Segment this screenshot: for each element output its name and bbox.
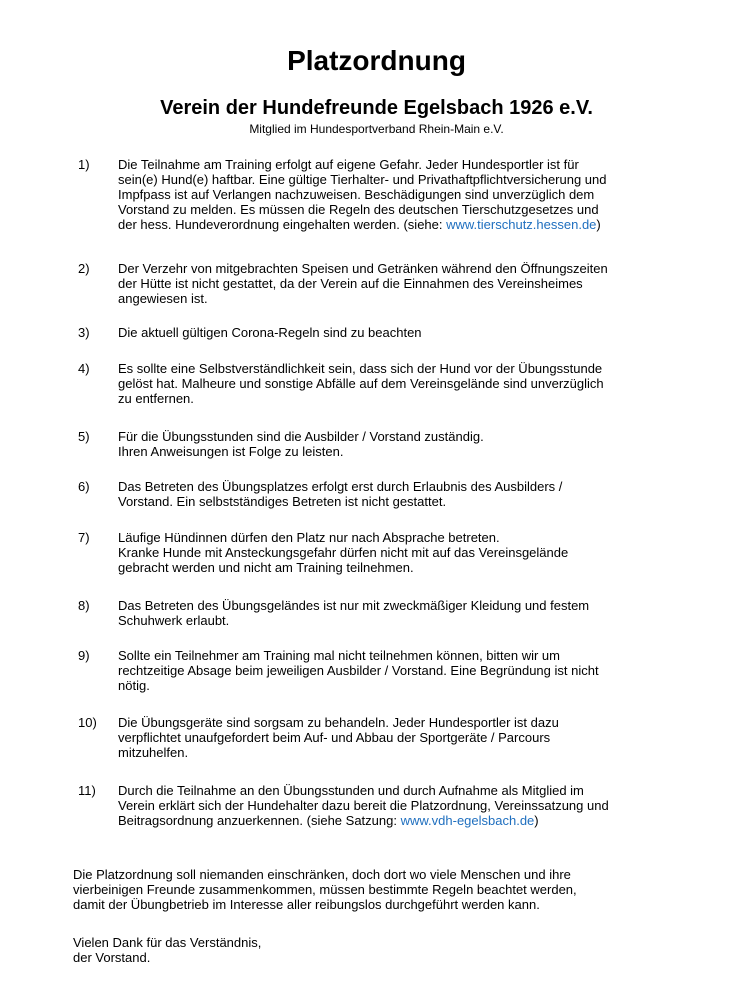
rule-text [118, 783, 684, 828]
rule-text [118, 157, 684, 232]
rule-number: 10) [78, 715, 97, 730]
rule-number: 2) [78, 261, 90, 276]
rule-text-body: Die Teilnahme am Training erfolgt auf eigene Gefahr. Jeder Hundesportler ist für sein(e) Hund(e) haftbar. Eine gültige Tierhalter- und Privathaftpflichtversicherung und Impfpass ist auf Verlangen nachzuweisen. Beschädigungen sind unverzüglich dem Vorstand zu melden. Es müssen die Regeln des deutschen Tierschutzgesetzes und der hess. Hundeverordnung eingehalten werden. (siehe: [118, 157, 607, 232]
rule-text-suffix: ) [596, 217, 601, 232]
membership-line: Mitglied im Hundesportverband Rhein-Main e.V. [249, 122, 504, 136]
rule-text: Das Betreten des Übungsgeländes ist nur mit zweckmäßiger Kleidung und festem Schuhwerk erlaubt. [118, 598, 590, 628]
rule-text: Es sollte eine Selbstverständlichkeit sein, dass sich der Hund vor der Übungsstunde gelöst hat. Malheure und sonstige Abfälle auf dem Vereinsgelände sind unverzüglich zu entfernen. [118, 361, 604, 406]
club-name: Verein der Hundefreunde Egelsbach 1926 e.V. [160, 97, 593, 119]
tierschutz-link[interactable]: www.tierschutz.hessen.de [446, 217, 597, 232]
rule-text: Die aktuell gültigen Corona-Regeln sind zu beachten [118, 325, 422, 340]
closing-paragraph: Die Platzordnung soll niemanden einschränken, doch dort wo viele Menschen und ihre vierbeinigen Freunde zusammenkommen, müssen bestimmte Regeln beachtet werden, damit der Übungbetrieb im Interesse aller reibungslos durchgeführt werden kann. [73, 867, 577, 912]
rule-text: Läufige Hündinnen dürfen den Platz nur nach Absprache betreten. Kranke Hunde mit Ansteckungsgefahr dürfen nicht mit auf das Vereinsgelände gebracht werden und nicht am Training teilnehmen. [118, 530, 569, 575]
rule-number: 3) [78, 325, 90, 340]
rule-number: 9) [78, 648, 90, 663]
rule-number: 1) [78, 157, 90, 172]
vdh-egelsbach-link[interactable]: www.vdh-egelsbach.de [400, 813, 535, 828]
rule-text: Der Verzehr von mitgebrachten Speisen und Getränken während den Öffnungszeiten der Hütte ist nicht gestattet, da der Verein auf die Einnahmen des Vereinsheimes angewiesen ist. [118, 261, 608, 306]
rule-text: Das Betreten des Übungsplatzes erfolgt erst durch Erlaubnis des Ausbilders / Vorstand. Ein selbstständiges Betreten ist nicht gestattet. [118, 479, 563, 509]
rule-number: 7) [78, 530, 90, 545]
rule-text: Für die Übungsstunden sind die Ausbilder / Vorstand zuständig. Ihren Anweisungen ist Folge zu leisten. [118, 429, 484, 459]
rule-text-suffix: ) [534, 813, 539, 828]
rule-number: 5) [78, 429, 90, 444]
rule-text-body: Durch die Teilnahme an den Übungsstunden und durch Aufnahme als Mitglied im Verein erklärt sich der Hundehalter dazu bereit die Platzordnung, Vereinssatzung und Beitragsordnung anzuerkennen. (siehe Satzung: [118, 783, 609, 828]
page-title: Platzordnung [287, 45, 466, 76]
rule-text: Sollte ein Teilnehmer am Training mal nicht teilnehmen können, bitten wir um rechtzeitige Absage beim jeweiligen Ausbilder / Vorstand. Eine Begründung ist nicht nötig. [118, 648, 599, 693]
rule-number: 11) [78, 783, 96, 798]
rule-text: Die Übungsgeräte sind sorgsam zu behandeln. Jeder Hundesportler ist dazu verpflichtet unaufgefordert beim Auf- und Abbau der Sportgeräte / Parcours mitzuhelfen. [118, 715, 559, 760]
closing-signature: Vielen Dank für das Verständnis, der Vorstand. [73, 935, 262, 965]
rule-number: 6) [78, 479, 90, 494]
rule-number: 8) [78, 598, 90, 613]
rule-number: 4) [78, 361, 90, 376]
